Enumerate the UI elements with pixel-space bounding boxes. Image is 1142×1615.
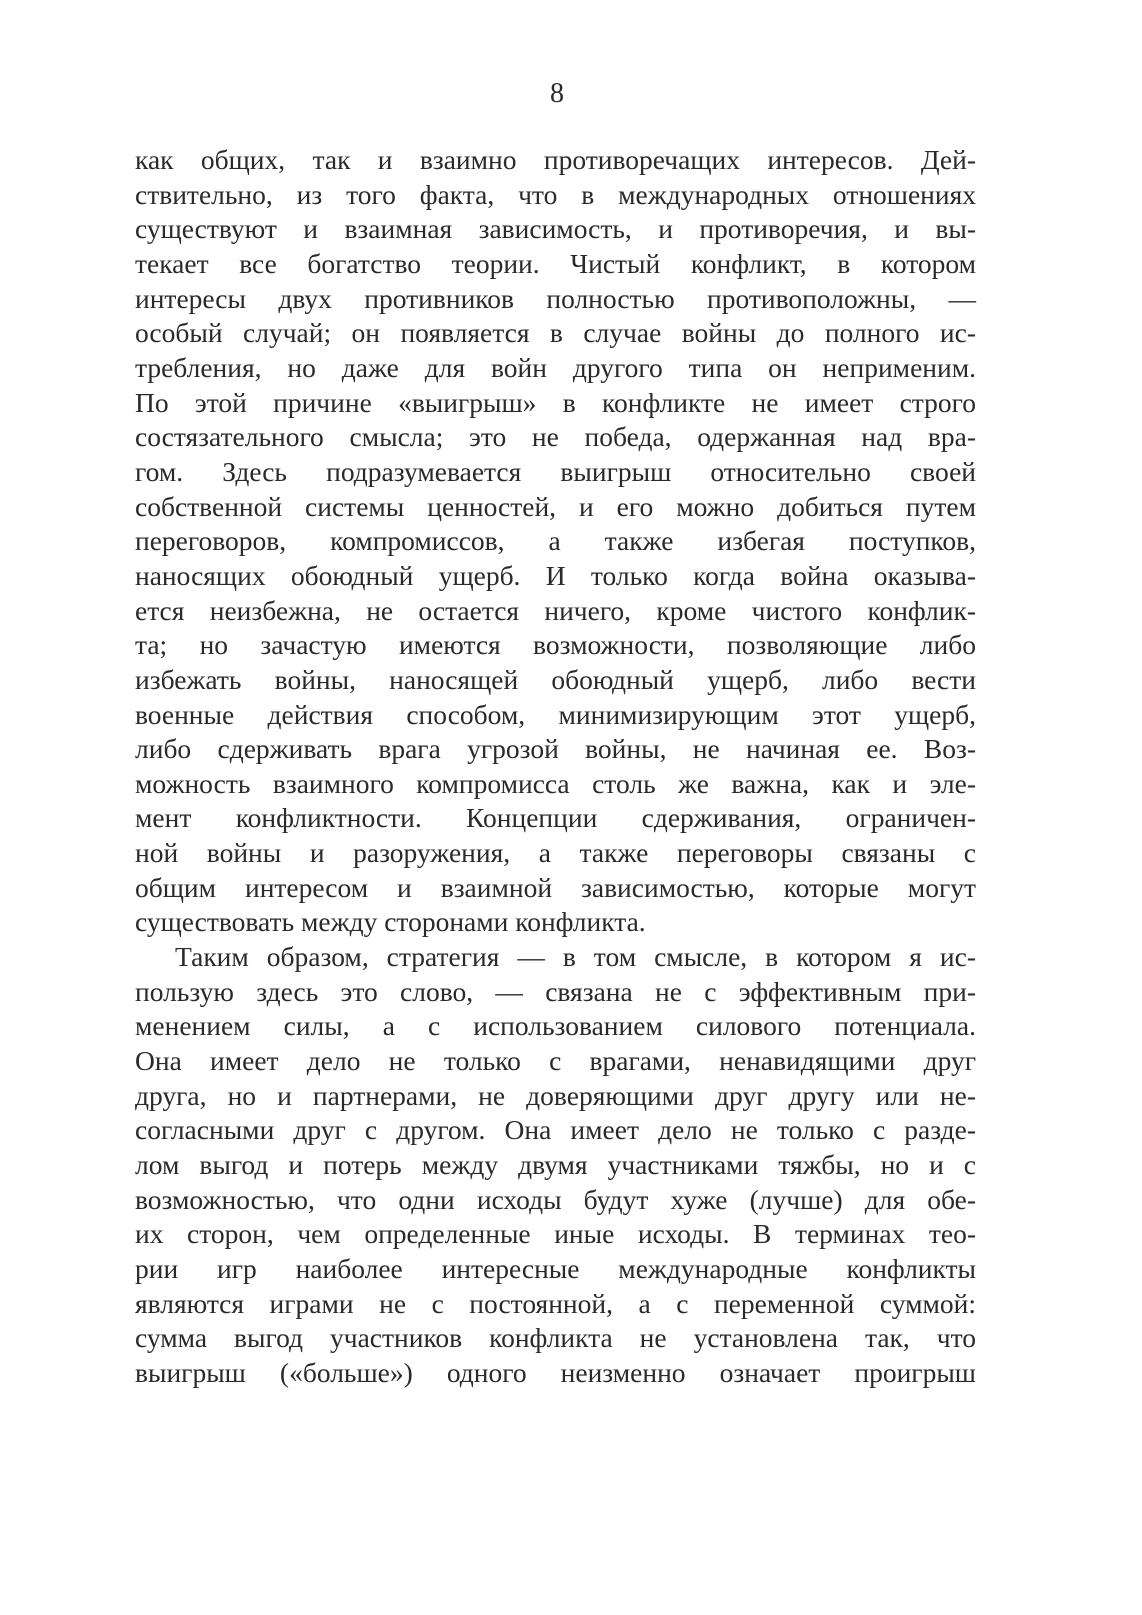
text-line: рии игр наиболее интересные международные конфликты xyxy=(135,1253,976,1284)
text-line: сумма выгод участников конфликта не установлена так, что xyxy=(135,1322,976,1354)
text-line: существуют и взаимная зависимость, и противоречия, и вы- xyxy=(135,213,976,245)
text-line: Таким образом, стратегия — в том смысле, в котором я ис- xyxy=(175,941,976,973)
text-line: Она имеет дело не только с врагами, ненавидящими друг xyxy=(135,1045,976,1077)
text-line: пользую здесь это слово, — связана не с эффективным при- xyxy=(135,975,976,1007)
page-number: 8 xyxy=(550,78,564,109)
text-line: интересы двух противников полностью противоположны, — xyxy=(135,282,976,314)
paragraph xyxy=(135,143,976,940)
text-line: та; но зачастую имеются возможности, позволяющие либо xyxy=(135,629,976,661)
text-line: наносящих обоюдный ущерб. И только когда война оказыва- xyxy=(135,559,976,591)
text-line: существовать между сторонами конфликта. xyxy=(135,906,646,938)
text-line: ной войны и разоружения, а также переговоры связаны с xyxy=(135,837,976,869)
text-line: лом выгод и потерь между двумя участниками тяжбы, но и с xyxy=(135,1149,976,1181)
body-text xyxy=(135,143,976,1391)
text-line: военные действия способом, минимизирующим этот ущерб, xyxy=(135,698,976,730)
text-line: друга, но и партнерами, не доверяющими друг другу или не- xyxy=(135,1079,976,1111)
text-line: особый случай; он появляется в случае войны до полного ис- xyxy=(135,317,976,349)
text-line: можность взаимного компромисса столь же важна, как и эле- xyxy=(135,767,976,799)
text-line: переговоров, компромиссов, а также избегая поступков, xyxy=(135,525,976,557)
text-line: избежать войны, наносящей обоюдный ущерб, либо вести xyxy=(135,663,976,695)
text-line: требления, но даже для войн другого типа он неприменим. xyxy=(135,351,976,383)
text-line: согласными друг с другом. Она имеет дело не только с разде- xyxy=(135,1114,976,1146)
text-line: их сторон, чем определенные иные исходы. В терминах тео- xyxy=(135,1218,976,1250)
text-line: возможностью, что одни исходы будут хуже (лучше) для обе- xyxy=(135,1183,976,1215)
text-line: ствительно, из того факта, что в международных отношениях xyxy=(135,178,976,210)
text-line: либо сдерживать врага угрозой войны, не начиная ее. Воз- xyxy=(135,733,976,765)
text-line: являются играми не с постоянной, а с переменной суммой: xyxy=(135,1287,976,1319)
text-line: собственной системы ценностей, и его можно добиться путем xyxy=(135,490,976,522)
text-line: как общих, так и взаимно противоречащих интересов. Дей- xyxy=(135,144,976,175)
text-line: текает все богатство теории. Чистый конфликт, в котором xyxy=(135,247,976,279)
text-line: выигрыш («больше») одного неизменно означает проигрыш xyxy=(135,1356,976,1388)
paragraph xyxy=(135,940,976,1391)
text-line: По этой причине «выигрыш» в конфликте не имеет строго xyxy=(135,386,976,418)
text-line: состязательного смысла; это не победа, одержанная над вра- xyxy=(135,421,976,453)
text-line: ется неизбежна, не остается ничего, кроме чистого конфлик- xyxy=(135,594,976,626)
text-line: мент конфликтности. Концепции сдерживания, ограничен- xyxy=(135,802,976,834)
text-line: общим интересом и взаимной зависимостью, которые могут xyxy=(135,871,976,903)
text-line: гом. Здесь подразумевается выигрыш относительно своей xyxy=(135,455,976,487)
text-line: менением силы, а с использованием силового потенциала. xyxy=(135,1010,976,1042)
